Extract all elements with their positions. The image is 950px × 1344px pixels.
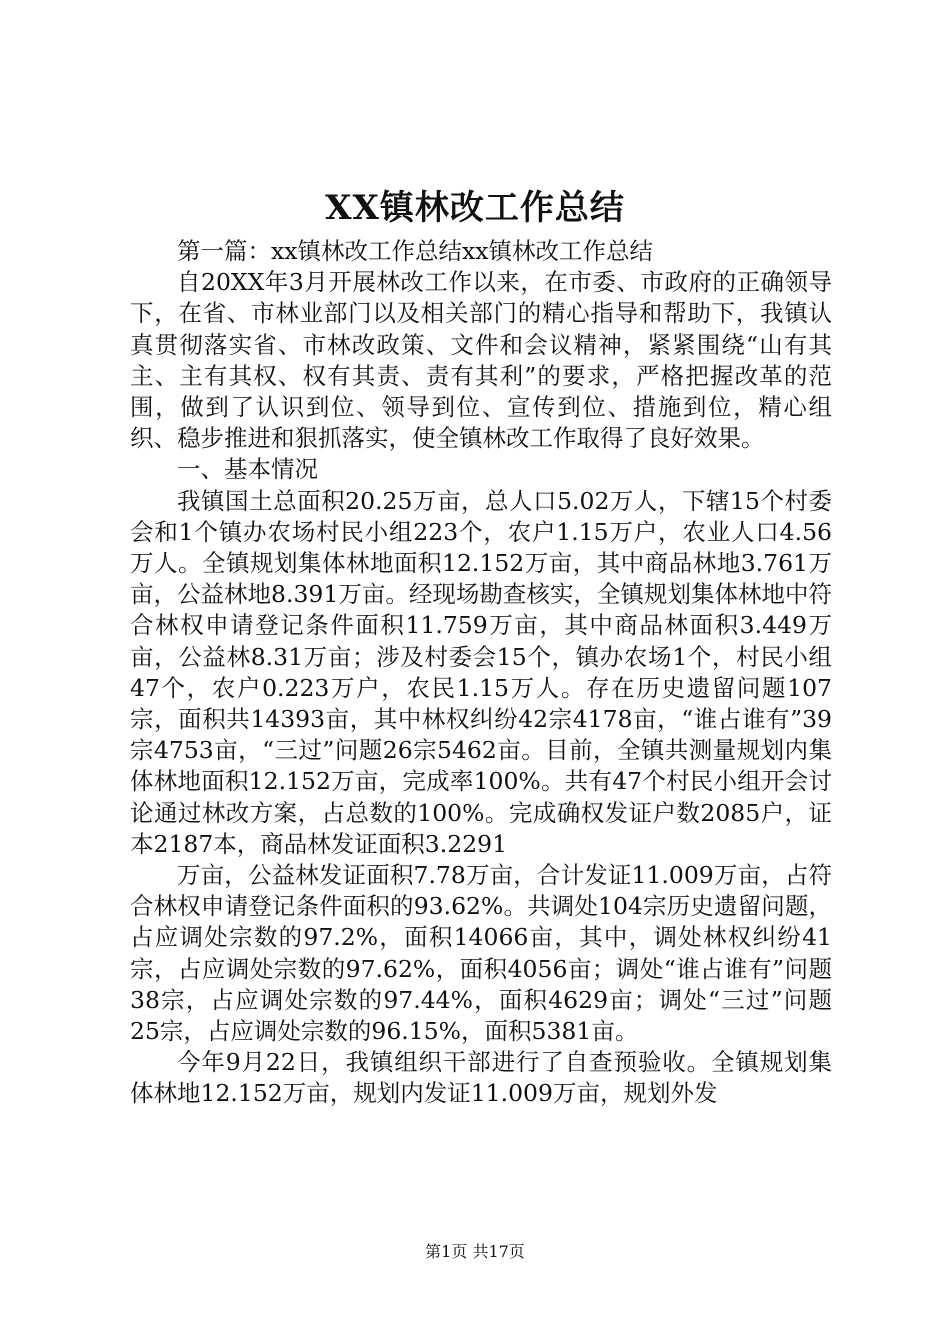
- paragraph-basic-statistics: 我镇国土总面积20.25万亩，总人口5.02万人，下辖15个村委会和1个镇办农场村民小组223个，农户1.15万户，农业人口4.56万人。全镇规划集体林地面积12.152万亩，其中商品林地3.761万亩，公益林地8.391万亩。经现场勘查核实，全镇规划集体林地中符合林权申请登记条件面积11.759万亩，其中商品林面积3.449万亩，公益林8.31万亩；涉及村委会15个，镇办农场1个，村民小组47个，农户0.223万户，农民1.15万人。存在历史遗留问题107宗，面积共14393亩，其中林权纠纷42宗4178亩，“谁占谁有”39宗4753亩，“三过”问题26宗5462亩。目前，全镇共测量规划内集体林地面积12.152万亩，完成率100%。共有47个村民小组开会讨论通过林改方案，占总数的100%。完成确权发证户数2085户，证本2187本，商品林发证面积3.2291: [130, 486, 832, 858]
- page-footer: 第1页 共17页: [425, 1242, 525, 1261]
- document-title: XX镇林改工作总结: [325, 188, 625, 228]
- section-heading-basic-situation: 一、基本情况: [177, 455, 318, 484]
- document-body: [130, 236, 832, 1110]
- paragraph-certification-statistics: 万亩，公益林发证面积7.78万亩，合计发证11.009万亩，占符合林权申请登记条件面积的93.62%。共调处104宗历史遗留问题，占应调处宗数的97.2%，面积14066亩，其中，调处林权纠纷41宗，占应调处宗数的97.62%，面积4056亩；调处“谁占谁有”问题38宗，占应调处宗数的97.44%，面积4629亩；调处“三过”问题25宗，占应调处宗数的96.15%，面积5381亩。: [130, 861, 832, 1046]
- paragraph-self-inspection: 今年9月22日，我镇组织干部进行了自查预验收。全镇规划集体林地12.152万亩，规划内发证11.009万亩，规划外发: [130, 1048, 832, 1108]
- paragraph-intro: 自20XX年3月开展林改工作以来，在市委、市政府的正确领导下，在省、市林业部门以及相关部门的精心指导和帮助下，我镇认真贯彻落实省、市林改政策、文件和会议精神，紧紧围绕“山有其主、主有其权、权有其责、责有其利”的要求，严格把握改革的范围，做到了认识到位、领导到位、宣传到位、措施到位，精心组织、稳步推进和狠抓落实，使全镇林改工作取得了良好效果。: [130, 268, 832, 453]
- paragraph-heading-first-article: 第一篇：xx镇林改工作总结xx镇林改工作总结: [177, 237, 654, 265]
